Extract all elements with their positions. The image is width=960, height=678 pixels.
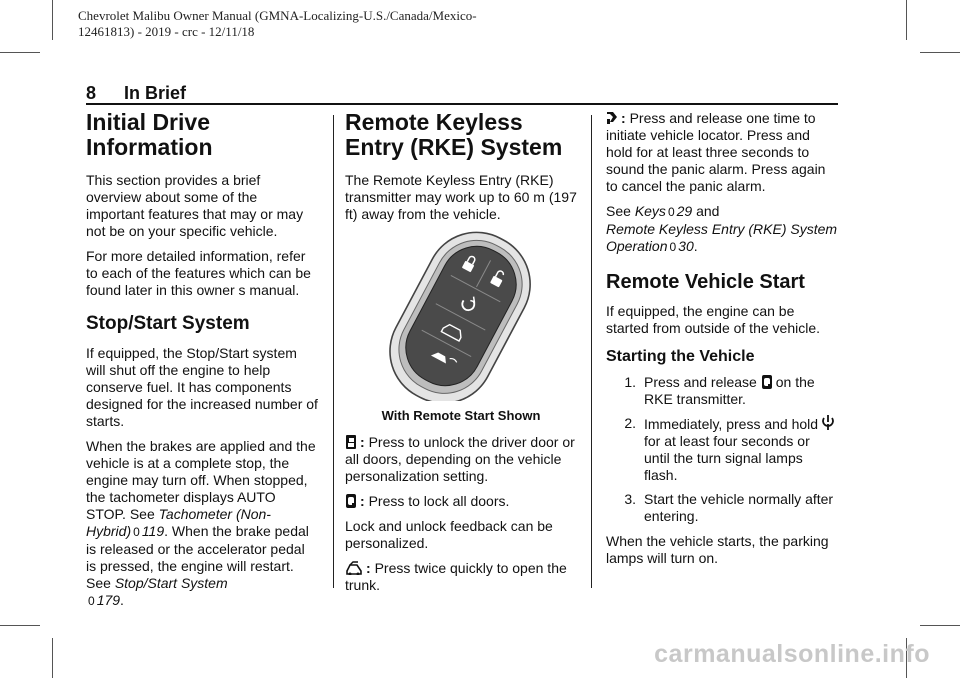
trunk-description (345, 560, 577, 594)
see-also (606, 203, 838, 256)
text: Immediately, press and hold (644, 416, 822, 432)
remote-start-icon (822, 415, 834, 431)
paragraph: The Remote Keyless Entry (RKE) transmitter may work up to 60 m (197 ft) away from the vehicle. (345, 172, 577, 222)
page-number: 8 (86, 83, 97, 103)
crop-mark (920, 625, 960, 626)
crop-mark (906, 0, 907, 40)
lock-icon (761, 375, 773, 389)
paragraph: Lock and unlock feedback can be personalized. (345, 518, 553, 551)
page-ref-number[interactable]: 179 (96, 592, 121, 608)
text: for at least four seconds or until the turn signal lamps flash. (644, 433, 810, 483)
heading-starting-vehicle: Starting the Vehicle (606, 348, 755, 365)
panic-icon (606, 111, 618, 125)
page-ref-number[interactable]: 30 (678, 238, 694, 254)
page-ref-icon: 0 (133, 525, 140, 539)
text: When the brakes are applied and the vehicle is at a complete stop, the engine may turn off. When stopped, the tachometer displays AUTO STOP. See (86, 438, 316, 522)
list-item (606, 415, 838, 484)
column-2 (345, 110, 577, 602)
heading-rke: Remote Keyless Entry (RKE) System (345, 109, 563, 160)
step-number: 1. (624, 374, 636, 390)
colon: : (360, 493, 365, 509)
page-ref-icon: 0 (667, 205, 675, 219)
text: . When the brake pedal is released or the accelerator pedal is pressed, the engine will restart. See (86, 523, 309, 591)
list-item (606, 374, 838, 408)
lock-description (345, 493, 577, 510)
column-3 (606, 110, 838, 575)
link-keys[interactable]: Keys (634, 203, 666, 219)
steps-list (606, 374, 838, 525)
figure-caption: With Remote Start Shown (381, 408, 541, 423)
heading-stop-start: Stop/Start System (86, 313, 250, 334)
step-text (644, 374, 838, 408)
step-number: 3. (624, 491, 636, 507)
lock-icon (345, 494, 357, 508)
step-text: Start the vehicle normally after entering. (644, 491, 834, 524)
crop-mark (52, 638, 53, 678)
text: See (606, 203, 635, 219)
colon: : (360, 434, 365, 450)
step-text (644, 415, 838, 484)
text: Press and release (644, 374, 761, 390)
page-ref-number[interactable]: 119 (141, 523, 165, 539)
text: and (692, 203, 720, 219)
page-ref-number[interactable]: 29 (676, 203, 693, 219)
colon: : (366, 560, 371, 576)
paragraph: If equipped, the Stop/Start system will shut off the engine to help conserve fuel. It has components designed for the increased number of starts. (86, 345, 318, 429)
unlock-description (345, 434, 577, 485)
paragraph: For more detailed information, refer to each of the features which can be found later in this owner s manual. (86, 248, 311, 298)
key-fob-illustration (361, 231, 561, 401)
text: Press to lock all doors. (368, 493, 510, 509)
column-divider (333, 115, 334, 588)
crop-mark (0, 625, 40, 626)
paragraph (86, 438, 318, 610)
heading-remote-start: Remote Vehicle Start (606, 271, 805, 293)
section-title: In Brief (124, 83, 187, 103)
unlock-icon (345, 435, 357, 449)
paragraph: This section provides a brief overview about some of the important features that may or may not be on your specific vehicle. (86, 172, 304, 239)
crop-mark (0, 52, 40, 53)
text: on the RKE transmitter. (644, 374, 815, 407)
link-stop-start[interactable]: Stop/Start System (114, 575, 228, 591)
heading-initial-drive: Initial Drive Information (86, 109, 213, 160)
text: . (120, 592, 124, 608)
trunk-icon (345, 561, 363, 575)
crop-mark (52, 0, 53, 40)
text: Press and release one time to initiate vehicle locator. Press and hold for at least three seconds to sound the panic alarm. Press again to cancel the panic alarm. (606, 110, 826, 194)
header-rule (86, 103, 838, 105)
text: Press to unlock the driver door or all doors, depending on the vehicle personalization setting. (345, 434, 575, 484)
page-ref-icon: 0 (88, 594, 95, 608)
meta-line: Chevrolet Malibu Owner Manual (GMNA-Localizing-U.S./Canada/Mexico- (78, 8, 477, 23)
text: Press twice quickly to open the trunk. (345, 560, 567, 593)
column-divider (591, 115, 592, 588)
watermark: carmanualsonline.info (654, 640, 930, 668)
link-rke-operation[interactable]: Remote Keyless Entry (RKE) System Operation (606, 221, 838, 254)
document-meta (78, 8, 477, 40)
page-header (86, 83, 186, 104)
page-ref-icon: 0 (669, 240, 677, 254)
colon: : (621, 110, 626, 126)
list-item (606, 491, 838, 525)
link-tachometer[interactable]: Tachometer (Non-Hybrid) (86, 506, 271, 539)
meta-line: 12461813) - 2019 - crc - 12/11/18 (78, 24, 255, 39)
step-number: 2. (624, 415, 636, 431)
crop-mark (920, 52, 960, 53)
column-1 (86, 110, 318, 618)
paragraph: When the vehicle starts, the parking lamps will turn on. (606, 533, 829, 566)
text: . (693, 238, 698, 254)
panic-description (606, 110, 838, 195)
paragraph: If equipped, the engine can be started from outside of the vehicle. (606, 303, 820, 336)
